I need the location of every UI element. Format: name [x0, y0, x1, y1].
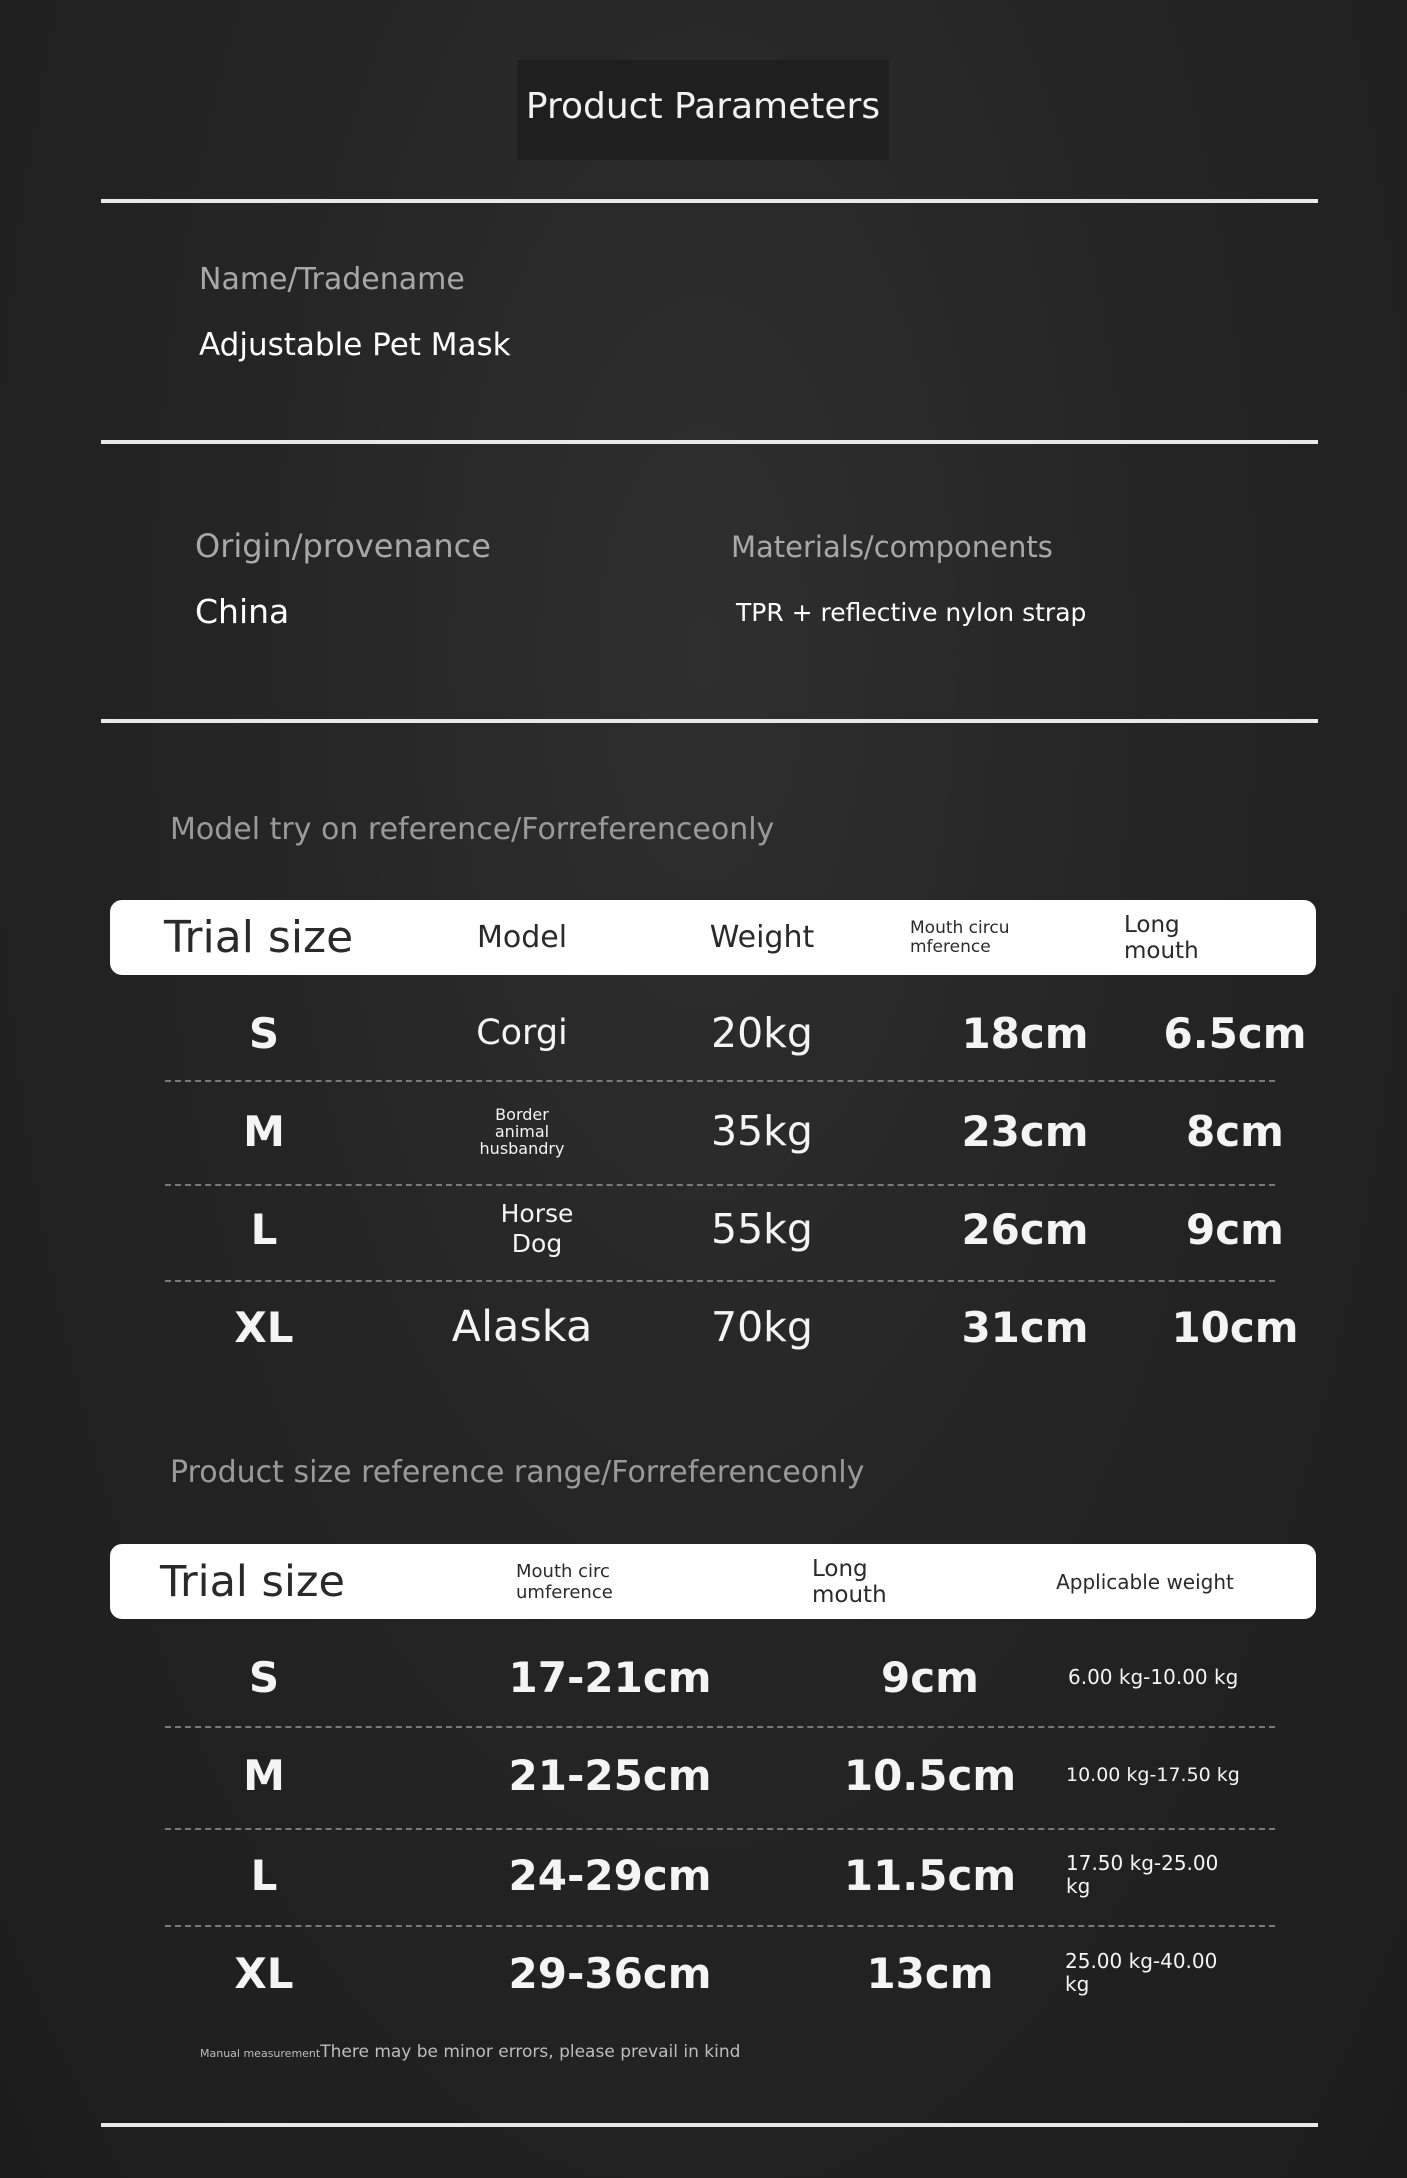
mouth-range-cell: 21-25cm	[508, 1750, 712, 1800]
materials-value: TPR + reflective nylon strap	[736, 598, 1087, 627]
name-label: Name/Tradename	[199, 262, 465, 297]
weight-cell: 70kg	[711, 1303, 813, 1351]
size-cell: M	[243, 1106, 285, 1156]
mouth-range-cell: 29-36cm	[508, 1948, 712, 1998]
long-mouth-cell: 11.5cm	[843, 1850, 1017, 1900]
weight-cell: 55kg	[711, 1205, 813, 1253]
weight-range-cell: 6.00 kg-10.00 kg	[1068, 1665, 1239, 1689]
table-row	[110, 1282, 1316, 1372]
header-applicable-weight: Applicable weight	[1056, 1569, 1234, 1594]
weight-cell: 20kg	[711, 1009, 813, 1057]
divider	[101, 440, 1318, 444]
size-cell: S	[248, 1008, 280, 1058]
header-mouth-circumference: Mouth circu mference	[910, 917, 1010, 957]
model-section-title: Model try on reference/Forreferenceonly	[170, 812, 775, 847]
model-cell: Corgi	[476, 1013, 568, 1053]
header-model: Model	[476, 920, 568, 955]
table-row	[110, 1086, 1316, 1176]
row-divider	[165, 1080, 1275, 1082]
footnote	[200, 2042, 740, 2062]
size-cell: XL	[234, 1948, 294, 1998]
header-weight: Weight	[709, 920, 815, 955]
origin-label: Origin/provenance	[195, 527, 491, 565]
header-long-mouth: Long mouth	[812, 1555, 887, 1608]
table-row	[110, 1830, 1316, 1920]
row-divider	[165, 1726, 1275, 1728]
model-cell: Horse Dog	[500, 1199, 574, 1258]
row-divider	[165, 1925, 1275, 1927]
size-cell: XL	[234, 1302, 294, 1352]
header-long-mouth: Long mouth	[1124, 911, 1199, 964]
model-cell: Alaska	[451, 1302, 593, 1352]
model-table-header	[110, 900, 1316, 975]
name-value: Adjustable Pet Mask	[199, 327, 511, 363]
long-mouth-cell: 9cm	[1186, 1204, 1284, 1254]
weight-range-cell: 10.00 kg-17.50 kg	[1066, 1764, 1240, 1786]
mouth-cell: 23cm	[961, 1106, 1089, 1156]
long-mouth-cell: 6.5cm	[1163, 1008, 1307, 1058]
mouth-cell: 18cm	[961, 1008, 1089, 1058]
long-mouth-cell: 8cm	[1186, 1106, 1284, 1156]
size-cell: M	[243, 1750, 285, 1800]
long-mouth-cell: 9cm	[881, 1652, 979, 1702]
table-row	[110, 1730, 1316, 1820]
mouth-range-cell: 24-29cm	[508, 1850, 712, 1900]
mouth-cell: 31cm	[961, 1302, 1089, 1352]
header-trial-size: Trial size	[160, 1556, 345, 1607]
size-table-header	[110, 1544, 1316, 1619]
footnote-text: There may be minor errors, please prevail in kind	[320, 2042, 741, 2062]
origin-value: China	[195, 592, 290, 631]
materials-label: Materials/components	[731, 530, 1053, 564]
long-mouth-cell: 10.5cm	[843, 1750, 1017, 1800]
weight-range-cell: 25.00 kg-40.00 kg	[1065, 1949, 1218, 1996]
divider	[101, 719, 1318, 723]
header-mouth-circumference: Mouth circ umference	[516, 1560, 613, 1603]
long-mouth-cell: 13cm	[866, 1948, 994, 1998]
divider	[101, 2123, 1318, 2127]
mouth-range-cell: 17-21cm	[508, 1652, 712, 1702]
header-trial-size: Trial size	[164, 912, 354, 963]
model-cell: Border animal husbandry	[479, 1104, 565, 1158]
divider	[101, 199, 1318, 203]
size-section-title: Product size reference range/Forreferenceonly	[170, 1455, 865, 1490]
page-title: Product Parameters	[525, 86, 881, 127]
table-row	[110, 1632, 1316, 1722]
long-mouth-cell: 10cm	[1171, 1302, 1299, 1352]
table-row	[110, 1184, 1316, 1274]
weight-range-cell: 17.50 kg-25.00 kg	[1066, 1851, 1219, 1898]
size-cell: L	[250, 1850, 278, 1900]
footnote-small: Manual measurement	[200, 2047, 321, 2060]
mouth-cell: 26cm	[961, 1204, 1089, 1254]
table-row	[110, 1928, 1316, 2018]
table-row	[110, 988, 1316, 1078]
size-cell: S	[248, 1652, 280, 1702]
size-cell: L	[250, 1204, 278, 1254]
weight-cell: 35kg	[711, 1107, 813, 1155]
